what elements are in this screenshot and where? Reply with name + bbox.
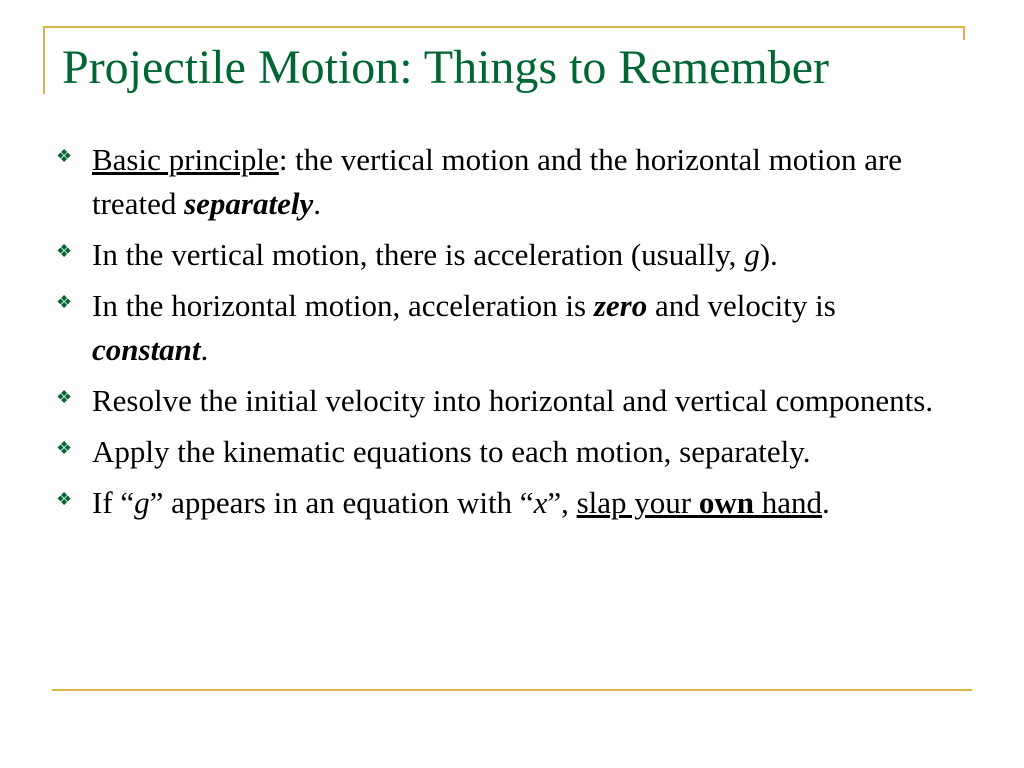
bullet-text: In the vertical motion, there is acceleration (usually, [92,237,745,272]
four-diamond-icon: ❖ [56,387,73,407]
phrase-part: slap your [576,485,699,520]
frame-top-line [43,26,965,28]
four-diamond-icon: ❖ [56,438,73,458]
bullet-vertical-motion [56,233,956,277]
slide-title: Projectile Motion: Things to Remember [62,41,830,94]
bullet-text: . [200,332,209,367]
bullet-kinematic-equations [56,430,956,474]
symbol-g: g [744,237,760,272]
four-diamond-icon: ❖ [56,241,73,261]
bullet-text: In the horizontal motion, acceleration is [92,288,594,323]
bullet-text: . [313,186,321,221]
four-diamond-icon: ❖ [56,146,73,166]
emphasis-constant: constant [92,332,201,367]
bullet-text: Apply the kinematic equations to each motion, separately. [92,434,811,469]
emphasis-separately: separately [184,186,314,221]
bullet-text: ). [759,237,778,272]
frame-left-line [43,26,45,94]
bullet-text: If “ [92,485,135,520]
frame-right-tick [963,26,965,40]
symbol-g: g [134,485,150,520]
bullet-slap-hand [56,481,956,525]
phrase-part: hand [754,485,823,520]
bullet-text: and velocity is [647,288,836,323]
slap-your-own-hand-phrase [577,485,822,520]
symbol-x: x [533,485,548,520]
frame-bottom-line [52,689,972,691]
emphasis-zero: zero [593,288,648,323]
bullet-text: ” appears in an equation with “ [149,485,534,520]
emphasis-own: own [698,485,755,520]
bullet-text: : the vertical motion and the horizontal motion are treated [92,142,903,221]
bullet-list [56,138,956,532]
four-diamond-icon: ❖ [56,292,73,312]
basic-principle-term: Basic principle [92,142,279,177]
bullet-horizontal-motion [56,284,956,372]
bullet-basic-principle [56,138,956,226]
bullet-text: . [822,485,830,520]
bullet-text: Resolve the initial velocity into horizontal and vertical components. [92,383,934,418]
bullet-resolve-velocity [56,379,956,423]
bullet-text: ”, [547,485,577,520]
four-diamond-icon: ❖ [56,489,73,509]
